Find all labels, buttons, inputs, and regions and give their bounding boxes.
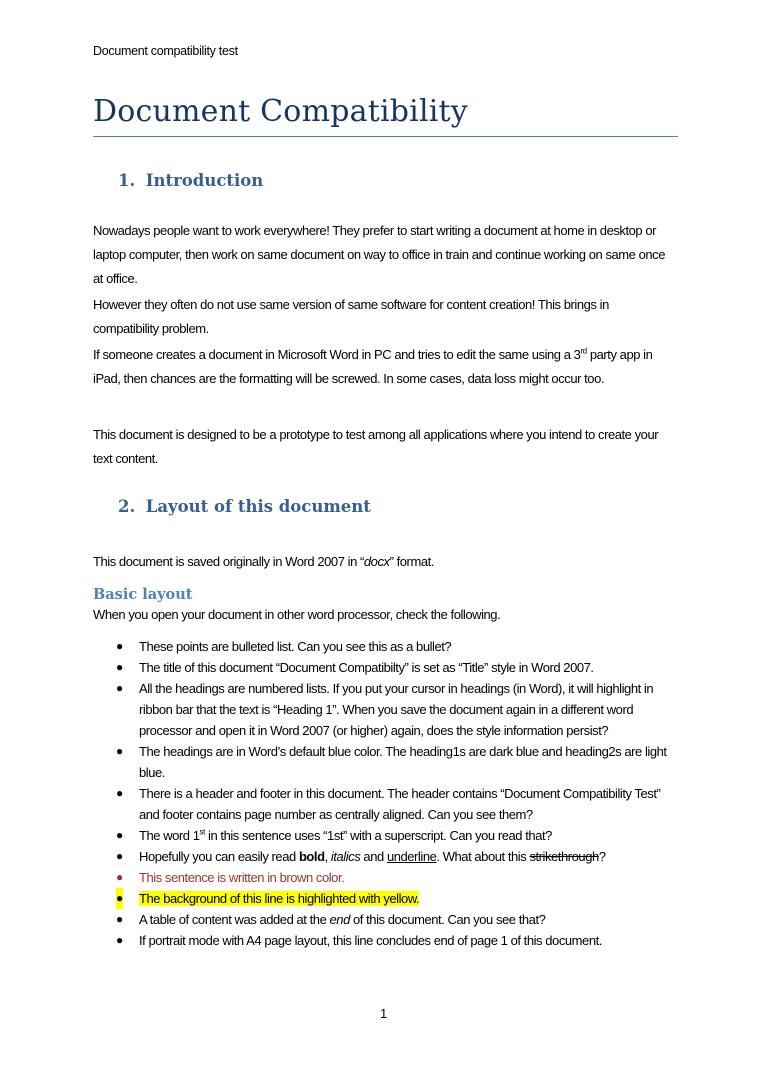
- intro-paragraph-3: [93, 343, 668, 391]
- list-item: [93, 657, 671, 678]
- bullet-icon: ●: [116, 744, 123, 758]
- heading-number: 1.: [118, 171, 136, 190]
- heading-text: Introduction: [145, 171, 264, 190]
- text-run: of this document. Can you see that?: [349, 912, 546, 927]
- text-run: ” format.: [389, 554, 434, 569]
- list-item-text: The title of this document “Document Compatibilty” is set as “Title” style in Word 2007.: [139, 660, 594, 675]
- list-item-text: These points are bulleted list. Can you see this as a bullet?: [139, 639, 452, 654]
- bullet-icon: ●: [116, 933, 123, 947]
- superscript: rd: [580, 346, 587, 356]
- bullet-icon: ●: [116, 639, 123, 653]
- list-item: [93, 909, 671, 930]
- highlighted-text: The background of this line is highlighted with yellow.: [139, 891, 420, 906]
- basic-layout-intro: When you open your document in other word processor, check the following.: [93, 607, 501, 622]
- italic-text: docx: [363, 554, 390, 569]
- list-item-text: This sentence is written in brown color.: [139, 870, 345, 885]
- page-header: Document compatibility test: [93, 44, 238, 58]
- list-item-text: The headings are in Word’s default blue color. The heading1s are dark blue and heading2s are light blue.: [139, 744, 667, 780]
- list-item-text: If portrait mode with A4 page layout, this line concludes end of page 1 of this document.: [139, 933, 602, 948]
- text-run: The word 1: [139, 828, 200, 843]
- text-run: in this sentence uses “1st” with a superscript. Can you read that?: [204, 828, 552, 843]
- list-item: [93, 636, 671, 657]
- text-run: ,: [324, 849, 331, 864]
- bullet-icon: ●: [116, 888, 123, 909]
- bullet-icon: ●: [116, 681, 123, 695]
- intro-paragraph-4: This document is designed to be a prototype to test among all applications where you intend to create your text content.: [93, 427, 659, 466]
- bullet-icon: ●: [116, 660, 123, 674]
- list-item: [93, 846, 671, 867]
- bullet-icon: ●: [116, 786, 123, 800]
- text-run: and: [360, 849, 387, 864]
- text-run: A table of content was added at the: [139, 912, 330, 927]
- list-item-text: All the headings are numbered lists. If you put your cursor in headings (in Word), it will highlight in ribbon bar that the text is “Heading 1”. When you save the document again in a different word processor and open it in Word 2007 (or higher) again, does the style information persist?: [139, 681, 654, 738]
- bullet-icon: ●: [116, 870, 123, 884]
- heading-number: 2.: [118, 497, 136, 516]
- list-item-text: There is a header and footer in this document. The header contains “Document Compatibility Test” and footer contains page number as centrally aligned. Can you see them?: [139, 786, 661, 822]
- intro-paragraph-1: Nowadays people want to work everywhere! They prefer to start writing a document at home in desktop or laptop computer, then work on same document on way to office in train and continue working on same once at office.: [93, 223, 665, 286]
- heading-layout: [118, 497, 371, 516]
- bullet-icon: ●: [116, 849, 123, 863]
- saved-format-paragraph: [93, 550, 668, 574]
- list-item: [93, 741, 671, 783]
- list-item: [93, 678, 671, 741]
- text-run: This document is saved originally in Word 2007 in “: [93, 554, 364, 569]
- superscript: st: [199, 827, 205, 837]
- strikethrough-text: strikethrough: [529, 849, 599, 864]
- document-title: Document Compatibility: [93, 92, 678, 137]
- text-run: If someone creates a document in Microsoft Word in PC and tries to edit the same using a 3: [93, 347, 581, 362]
- intro-paragraph-2: However they often do not use same version of same software for content creation! This brings in compatibility problem.: [93, 297, 609, 336]
- list-item-brown: [93, 867, 671, 888]
- page-number: 1: [380, 1006, 388, 1021]
- text-run: ?: [598, 849, 606, 864]
- bullet-icon: ●: [116, 912, 123, 926]
- underline-text: underline: [386, 849, 437, 864]
- text-run: . What about this: [436, 849, 530, 864]
- bullet-list: [93, 636, 683, 951]
- list-item-highlighted: [93, 888, 671, 909]
- heading-basic-layout: Basic layout: [93, 586, 193, 603]
- text-run: Hopefully you can easily read: [139, 849, 299, 864]
- italic-text: end: [329, 912, 350, 927]
- bold-text: bold: [298, 849, 325, 864]
- italic-text: italics: [330, 849, 361, 864]
- list-item: [93, 783, 671, 825]
- bullet-icon: ●: [116, 828, 123, 842]
- heading-introduction: [118, 171, 263, 190]
- heading-text: Layout of this document: [145, 497, 371, 516]
- list-item: [93, 825, 671, 846]
- list-item: [93, 930, 671, 951]
- text-run: party app in iPad, then chances are the formatting will be screwed. In some cases, data loss might occur too.: [93, 347, 653, 386]
